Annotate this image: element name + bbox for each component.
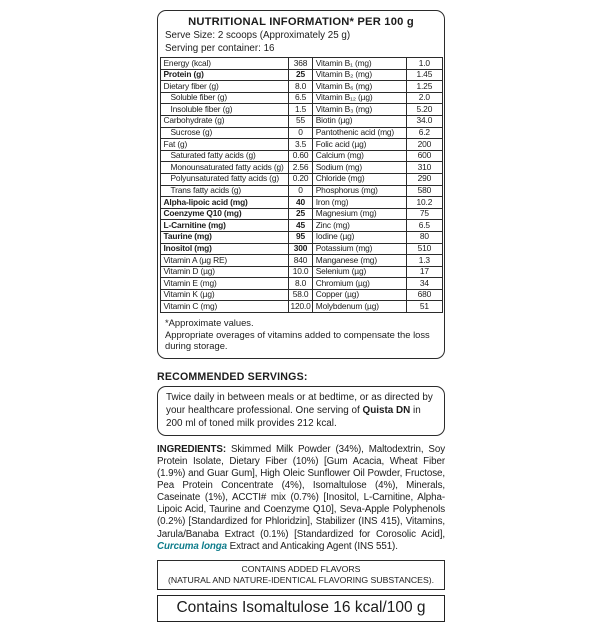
table-cell: Chromium (µg) [312, 278, 406, 290]
table-row [160, 278, 442, 290]
table-cell: Chloride (mg) [312, 173, 406, 185]
table-cell: 25 [289, 69, 312, 81]
table-cell: 55 [289, 115, 312, 127]
recommended-servings-heading: RECOMMENDED SERVINGS: [157, 370, 308, 383]
table-cell: 1.25 [407, 81, 442, 93]
table-row [160, 69, 442, 81]
footnote-line1: *Approximate values. [165, 317, 254, 329]
table-cell: 8.0 [289, 278, 312, 290]
table-row [160, 92, 442, 104]
table-cell: 40 [289, 197, 312, 209]
table-cell: 0 [289, 185, 312, 197]
text-segment: Quista DN [362, 404, 411, 416]
table-cell: 840 [289, 255, 312, 267]
table-cell: Saturated fatty acids (g) [160, 150, 289, 162]
text-segment: INGREDIENTS: [157, 443, 231, 455]
table-cell: Monounsaturated fatty acids (g) [160, 162, 289, 174]
table-cell: Sucrose (g) [160, 127, 289, 139]
table-row [160, 115, 442, 127]
table-cell: Iodine (µg) [312, 231, 406, 243]
table-cell: Energy (kcal) [160, 58, 289, 70]
table-cell: 58.0 [289, 289, 312, 301]
table-cell: Calcium (mg) [312, 150, 406, 162]
table-cell: 8.0 [289, 81, 312, 93]
table-cell: 75 [407, 208, 442, 220]
table-cell: 6.5 [407, 220, 442, 232]
table-row [160, 173, 442, 185]
table-cell: 80 [407, 231, 442, 243]
table-cell: Magnesium (mg) [312, 208, 406, 220]
nutrition-panel [157, 10, 445, 359]
table-cell: 510 [407, 243, 442, 255]
table-cell: Copper (µg) [312, 289, 406, 301]
table-row [160, 139, 442, 151]
table-cell: L-Carnitine (mg) [160, 220, 289, 232]
table-cell: 10.0 [289, 266, 312, 278]
table-cell: Pantothenic acid (mg) [312, 127, 406, 139]
table-cell: 680 [407, 289, 442, 301]
table-cell: 120.0 [290, 300, 311, 311]
table-cell: 310 [407, 162, 442, 174]
table-cell: 2.56 [289, 162, 312, 174]
table-cell: 1.0 [407, 58, 442, 70]
footnote [158, 313, 444, 354]
table-cell: Biotin (µg) [312, 115, 406, 127]
table-row [160, 104, 442, 116]
table-cell: 600 [407, 150, 442, 162]
table-cell: 25 [289, 208, 312, 220]
table-cell: Alpha-lipoic acid (mg) [160, 197, 289, 209]
table-cell: Trans fatty acids (g) [160, 185, 289, 197]
table-cell: 6.2 [407, 127, 442, 139]
table-cell: Fat (g) [160, 139, 289, 151]
table-cell: 0.20 [289, 173, 312, 185]
table-cell: Insoluble fiber (g) [160, 104, 289, 116]
table-cell: 2.0 [407, 92, 442, 104]
panel-title: NUTRITIONAL INFORMATION* PER 100 g [188, 16, 414, 28]
table-cell: 368 [289, 58, 312, 70]
table-cell: 290 [407, 173, 442, 185]
table-cell: Selenium (µg) [312, 266, 406, 278]
table-cell: Molybdenum (µg) [312, 301, 406, 313]
table-cell: Vitamin A (µg RE) [160, 255, 289, 267]
table-cell: 300 [289, 243, 312, 255]
table-row [160, 255, 442, 267]
table-cell: 10.2 [407, 197, 442, 209]
table-cell: 200 [407, 139, 442, 151]
text-segment: Extract and Anticaking Agent (INS 551). [227, 540, 398, 552]
table-cell: 1.5 [289, 104, 312, 116]
table-cell: Dietary fiber (g) [160, 81, 289, 93]
ingredients-paragraph [157, 444, 445, 553]
table-cell: Zinc (mg) [312, 220, 406, 232]
table-cell: 3.5 [289, 139, 312, 151]
table-row [160, 289, 442, 301]
table-cell: Vitamin E (mg) [160, 278, 289, 290]
table-cell: Taurine (mg) [160, 231, 289, 243]
footnote-line2: Appropriate overages of vitamins added to compensate the loss during storage. [165, 328, 430, 352]
table-row [160, 301, 442, 313]
table-row [160, 127, 442, 139]
table-cell: Potassium (mg) [312, 243, 406, 255]
isomaltulose-box: Contains Isomaltulose 16 kcal/100 g [157, 595, 445, 622]
recommended-servings-box [157, 386, 445, 436]
table-cell: Folic acid (µg) [312, 139, 406, 151]
table-row [160, 81, 442, 93]
table-cell: Vitamin B₃ (mg) [312, 104, 406, 116]
table-row [160, 208, 442, 220]
added-flavors-box [157, 560, 445, 590]
table-cell: Vitamin B₁ (mg) [312, 58, 406, 70]
table-cell: 0.60 [289, 150, 312, 162]
table-cell: 51 [407, 301, 442, 313]
table-cell: 34.0 [407, 115, 442, 127]
table-cell: Inositol (mg) [160, 243, 289, 255]
table-row [160, 185, 442, 197]
table-row [160, 231, 442, 243]
table-cell: 6.5 [289, 92, 312, 104]
table-cell: Vitamin K (µg) [160, 289, 289, 301]
table-cell: Vitamin D (µg) [160, 266, 289, 278]
added-flavors-line2: (NATURAL AND NATURE-IDENTICAL FLAVORING SUBSTANCES). [167, 574, 435, 585]
table-row [160, 58, 442, 70]
table-cell: 1.3 [407, 255, 442, 267]
text-segment: in 200 ml of toned milk provides 212 kcal. [166, 404, 421, 429]
table-cell: Vitamin C (mg) [160, 301, 289, 313]
table-cell: Carbohydrate (g) [160, 115, 289, 127]
text-segment: Twice daily in between meals or at bedtime, or as directed by your healthcare professional. One serving of [166, 391, 433, 416]
table-cell: 1.45 [407, 69, 442, 81]
table-cell: Vitamin B₁₂ (µg) [312, 92, 406, 104]
table-row [160, 266, 442, 278]
table-cell: Vitamin B₆ (mg) [312, 81, 406, 93]
servings-per-container-text: Serving per container: 16 [165, 42, 275, 54]
nutrition-label [157, 10, 445, 622]
table-cell: Polyunsaturated fatty acids (g) [160, 173, 289, 185]
table-cell: 95 [289, 231, 312, 243]
table-row [160, 197, 442, 209]
table-cell: 0 [289, 127, 312, 139]
table-cell: 45 [289, 220, 312, 232]
curcuma-longa-text: Curcuma longa [157, 540, 228, 552]
table-row [160, 243, 442, 255]
table-cell: Soluble fiber (g) [160, 92, 289, 104]
table-cell: Manganese (mg) [312, 255, 406, 267]
table-cell: Phosphorus (mg) [312, 185, 406, 197]
table-row [160, 150, 442, 162]
table-cell: 17 [407, 266, 442, 278]
table-row [160, 220, 442, 232]
table-cell: Coenzyme Q10 (mg) [160, 208, 289, 220]
table-cell: Sodium (mg) [312, 162, 406, 174]
serve-size-text: Serve Size: 2 scoops (Approximately 25 g) [165, 30, 351, 41]
nutrition-table [160, 57, 443, 313]
table-cell: 34 [407, 278, 442, 290]
table-cell: Protein (g) [160, 69, 289, 81]
table-cell: Vitamin B₂ (mg) [312, 69, 406, 81]
table-row [160, 162, 442, 174]
table-cell: 580 [407, 185, 442, 197]
text-segment: Skimmed Milk Powder (34%), Maltodextrin, Soy Protein Isolate, Dietary Fiber (10%) [Gum Acacia, Wheat Fiber (1.9%) and Guar Gum], High Oleic Sunflower Oil Powder, Fructose, Pea Protein Concentrate (4%), Isomaltulose (4%), Minerals, Caseinate (1%), ACCTI# mix (0.7%) [Inositol, L-Carnitine, Alpha-Lipoic Acid, Taurine and Coenzyme Q10], Seva-Apple Polyphenols (0.2%) [Standardized for Phloridzin], Stabilizer (INS 415), Vitamins, Jarula/Banaba Extract (0.1%) [Standardized for Corosolic Acid], [157, 443, 445, 540]
table-cell: Iron (mg) [312, 197, 406, 209]
table-cell: 5.20 [407, 104, 442, 116]
added-flavors-line1: CONTAINS ADDED FLAVORS [241, 563, 361, 574]
